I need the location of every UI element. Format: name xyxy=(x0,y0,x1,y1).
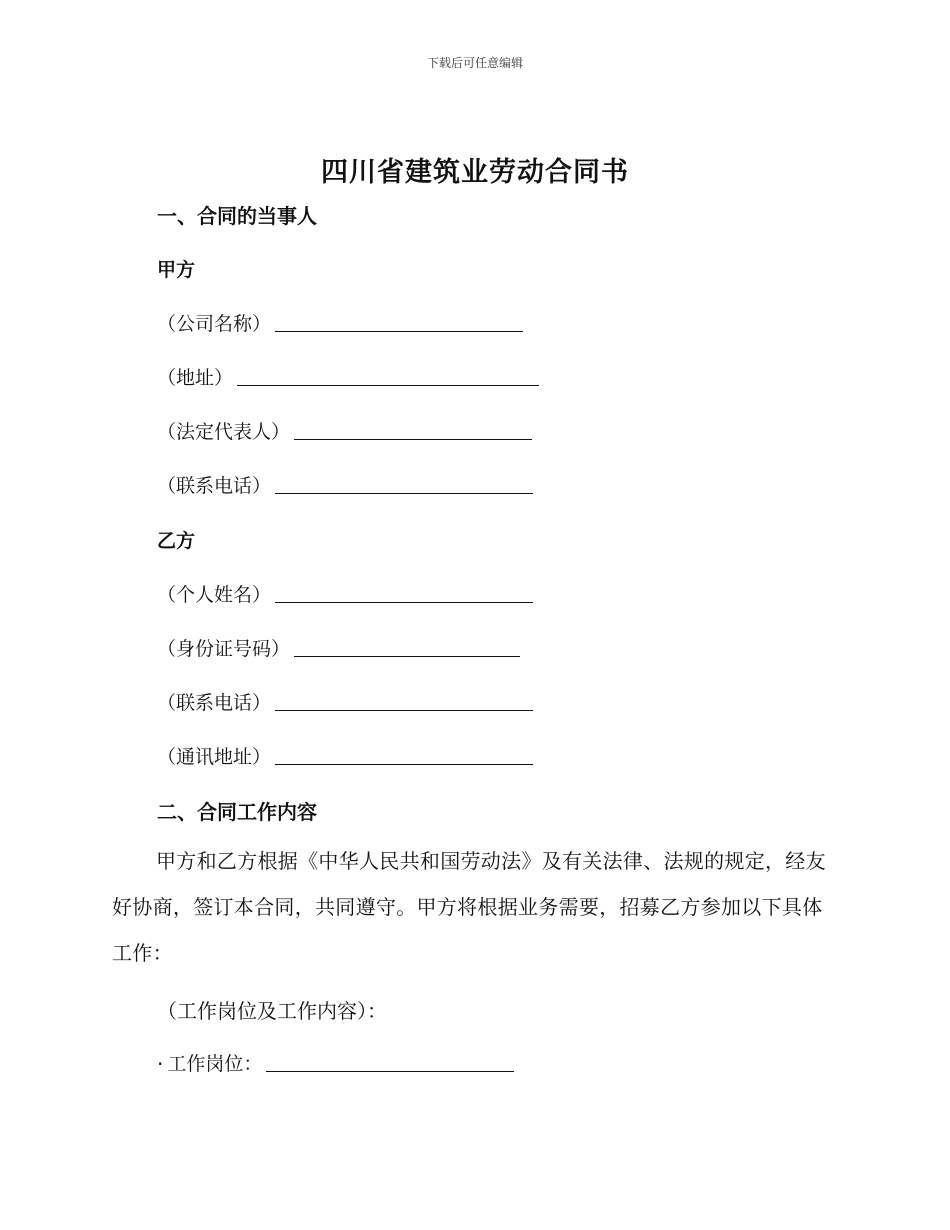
party-a-address-field[interactable] xyxy=(157,363,539,390)
fill-in-blank[interactable] xyxy=(275,709,533,711)
party-a-legal-representative-field[interactable] xyxy=(157,417,532,444)
fill-in-blank[interactable] xyxy=(275,492,533,494)
party-a-phone-field[interactable] xyxy=(157,471,533,498)
job-intro-line: （工作岗位及工作内容）： xyxy=(157,999,387,1023)
bullet-marker: · xyxy=(157,1052,164,1076)
field-label: （地址） xyxy=(157,367,234,389)
document-title: 四川省建筑业劳动合同书 xyxy=(321,157,629,188)
fill-in-blank[interactable] xyxy=(266,1070,514,1072)
fill-in-blank[interactable] xyxy=(275,601,533,603)
field-label: （身份证号码） xyxy=(157,638,291,660)
party-b-heading: 乙方 xyxy=(157,530,196,552)
field-label: （法定代表人） xyxy=(157,421,291,443)
party-b-mailing-address-field[interactable] xyxy=(157,742,533,769)
job-position-field[interactable] xyxy=(157,1049,514,1076)
party-b-phone-field[interactable] xyxy=(157,688,533,715)
body-paragraph: 甲方和乙方根据《中华人民共和国劳动法》及有关法律、法规的规定，经友好协商，签订本合同，共同遵守。甲方将根据业务需要，招募乙方参加以下具体工作： xyxy=(112,849,826,965)
fill-in-blank[interactable] xyxy=(294,438,532,440)
field-label: （联系电话） xyxy=(157,475,272,497)
fill-in-blank[interactable] xyxy=(275,330,523,332)
field-label: （联系电话） xyxy=(157,692,272,714)
party-a-company-name-field[interactable] xyxy=(157,309,523,336)
party-a-heading: 甲方 xyxy=(157,259,196,281)
field-label: 工作岗位： xyxy=(167,1053,263,1075)
fill-in-blank[interactable] xyxy=(275,763,533,765)
field-label: （个人姓名） xyxy=(157,584,272,606)
party-b-name-field[interactable] xyxy=(157,580,533,607)
header-note: 下载后可任意编辑 xyxy=(426,56,523,70)
section-heading-parties: 一、合同的当事人 xyxy=(157,204,317,228)
field-label: （公司名称） xyxy=(157,313,272,335)
party-b-id-number-field[interactable] xyxy=(157,634,520,661)
fill-in-blank[interactable] xyxy=(294,655,520,657)
field-label: （通讯地址） xyxy=(157,746,272,768)
section-heading-work-content: 二、合同工作内容 xyxy=(157,800,317,824)
fill-in-blank[interactable] xyxy=(237,384,539,386)
